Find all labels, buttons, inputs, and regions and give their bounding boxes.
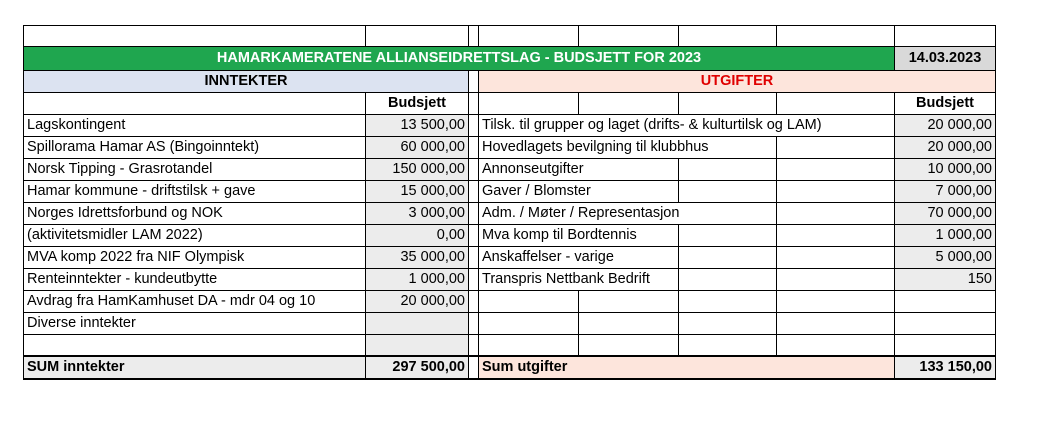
income-value[interactable]: 1 000,00 [366,269,469,291]
expense-value[interactable]: 20 000,00 [895,137,996,159]
expense-label[interactable]: Anskaffelser - varige [479,247,679,269]
income-label[interactable]: Diverse inntekter [24,313,366,335]
cell[interactable] [479,93,579,115]
cell[interactable] [469,335,479,356]
income-value[interactable] [366,313,469,335]
income-label[interactable]: Avdrag fra HamKamhuset DA - mdr 04 og 10 [24,291,366,313]
income-header[interactable]: INNTEKTER [24,71,469,93]
cell[interactable] [479,26,579,47]
empty-row [24,335,996,356]
cell[interactable] [895,291,996,313]
income-sum-label[interactable]: SUM inntekter [24,356,366,379]
cell[interactable] [777,159,895,181]
cell[interactable] [679,269,777,291]
income-value[interactable]: 60 000,00 [366,137,469,159]
cell[interactable] [24,26,366,47]
expense-value[interactable]: 1 000,00 [895,225,996,247]
cell[interactable] [895,335,996,356]
table-row [24,137,996,159]
cell[interactable] [679,335,777,356]
cell[interactable] [469,71,479,93]
cell[interactable] [24,335,366,356]
table-row [24,203,996,225]
cell[interactable] [24,93,366,115]
expense-value[interactable]: 70 000,00 [895,203,996,225]
expense-label[interactable]: Gaver / Blomster [479,181,679,203]
cell[interactable] [469,181,479,203]
expense-value[interactable]: 20 000,00 [895,115,996,137]
income-value[interactable]: 150 000,00 [366,159,469,181]
cell[interactable] [777,291,895,313]
cell[interactable] [895,313,996,335]
cell[interactable] [469,159,479,181]
cell[interactable] [366,335,469,356]
cell[interactable] [679,291,777,313]
cell[interactable] [777,269,895,291]
income-label[interactable]: Norges Idrettsforbund og NOK [24,203,366,225]
sum-row [24,356,996,379]
cell[interactable] [479,313,579,335]
cell[interactable] [579,335,679,356]
expense-label[interactable]: Tilsk. til grupper og laget (drifts- & kulturtilsk og LAM) [479,115,895,137]
cell[interactable] [469,269,479,291]
cell[interactable] [679,93,777,115]
table-row [24,269,996,291]
income-sum-value[interactable]: 297 500,00 [366,356,469,379]
income-label[interactable]: MVA komp 2022 fra NIF Olympisk [24,247,366,269]
cell[interactable] [469,356,479,379]
income-budget-column-label[interactable]: Budsjett [366,93,469,115]
cell[interactable] [469,247,479,269]
cell[interactable] [579,313,679,335]
table-row [24,313,996,335]
budget-date[interactable]: 14.03.2023 [895,47,996,71]
income-label[interactable]: Lagskontingent [24,115,366,137]
cell[interactable] [679,247,777,269]
cell[interactable] [469,115,479,137]
cell[interactable] [777,225,895,247]
cell[interactable] [777,26,895,47]
cell[interactable] [679,313,777,335]
section-header-row [24,71,996,93]
cell[interactable] [479,291,579,313]
cell[interactable] [679,225,777,247]
cell[interactable] [895,26,996,47]
expenses-sum-label[interactable]: Sum utgifter [479,356,895,379]
cell[interactable] [469,93,479,115]
table-row [24,247,996,269]
expenses-sum-value[interactable]: 133 150,00 [895,356,996,379]
page-title[interactable]: HAMARKAMERATENE ALLIANSEIDRETTSLAG - BUDSJETT FOR 2023 [24,47,895,71]
cell[interactable] [469,225,479,247]
expense-label[interactable]: Hovedlagets bevilgning til klubbhus [479,137,777,159]
income-value[interactable]: 13 500,00 [366,115,469,137]
income-value[interactable]: 20 000,00 [366,291,469,313]
cell[interactable] [777,335,895,356]
title-row [24,47,996,71]
cell[interactable] [679,181,777,203]
income-label[interactable]: (aktivitetsmidler LAM 2022) [24,225,366,247]
expense-value[interactable]: 10 000,00 [895,159,996,181]
income-value[interactable]: 3 000,00 [366,203,469,225]
income-value[interactable]: 15 000,00 [366,181,469,203]
cell[interactable] [469,291,479,313]
expense-label[interactable]: Mva komp til Bordtennis [479,225,679,247]
expense-value[interactable]: 5 000,00 [895,247,996,269]
cell[interactable] [777,203,895,225]
table-row [24,225,996,247]
cell[interactable] [469,203,479,225]
cell[interactable] [579,291,679,313]
cell[interactable] [777,93,895,115]
budget-sheet [23,25,996,380]
income-label[interactable]: Spillorama Hamar AS (Bingoinntekt) [24,137,366,159]
cell[interactable] [777,181,895,203]
cell[interactable] [469,313,479,335]
table-row [24,291,996,313]
income-value[interactable]: 35 000,00 [366,247,469,269]
expense-value[interactable]: 150 [895,269,996,291]
empty-row [24,26,996,47]
cell[interactable] [366,26,469,47]
cell[interactable] [777,247,895,269]
income-label[interactable]: Hamar kommune - driftstilsk + gave [24,181,366,203]
table-row [24,115,996,137]
income-label[interactable]: Renteinntekter - kundeutbytte [24,269,366,291]
cell[interactable] [679,26,777,47]
expense-label[interactable]: Transpris Nettbank Bedrift [479,269,679,291]
cell[interactable] [469,26,479,47]
income-value[interactable]: 0,00 [366,225,469,247]
cell[interactable] [479,335,579,356]
expense-label[interactable]: Adm. / Møter / Representasjon [479,203,777,225]
cell[interactable] [777,313,895,335]
table-row [24,159,996,181]
cell[interactable] [579,26,679,47]
expense-label[interactable]: Annonseutgifter [479,159,679,181]
cell[interactable] [579,93,679,115]
income-label[interactable]: Norsk Tipping - Grasrotandel [24,159,366,181]
expense-value[interactable]: 7 000,00 [895,181,996,203]
column-label-row [24,93,996,115]
expenses-header[interactable]: UTGIFTER [479,71,996,93]
cell[interactable] [679,159,777,181]
cell[interactable] [777,137,895,159]
table-row [24,181,996,203]
cell[interactable] [469,137,479,159]
expenses-budget-column-label[interactable]: Budsjett [895,93,996,115]
